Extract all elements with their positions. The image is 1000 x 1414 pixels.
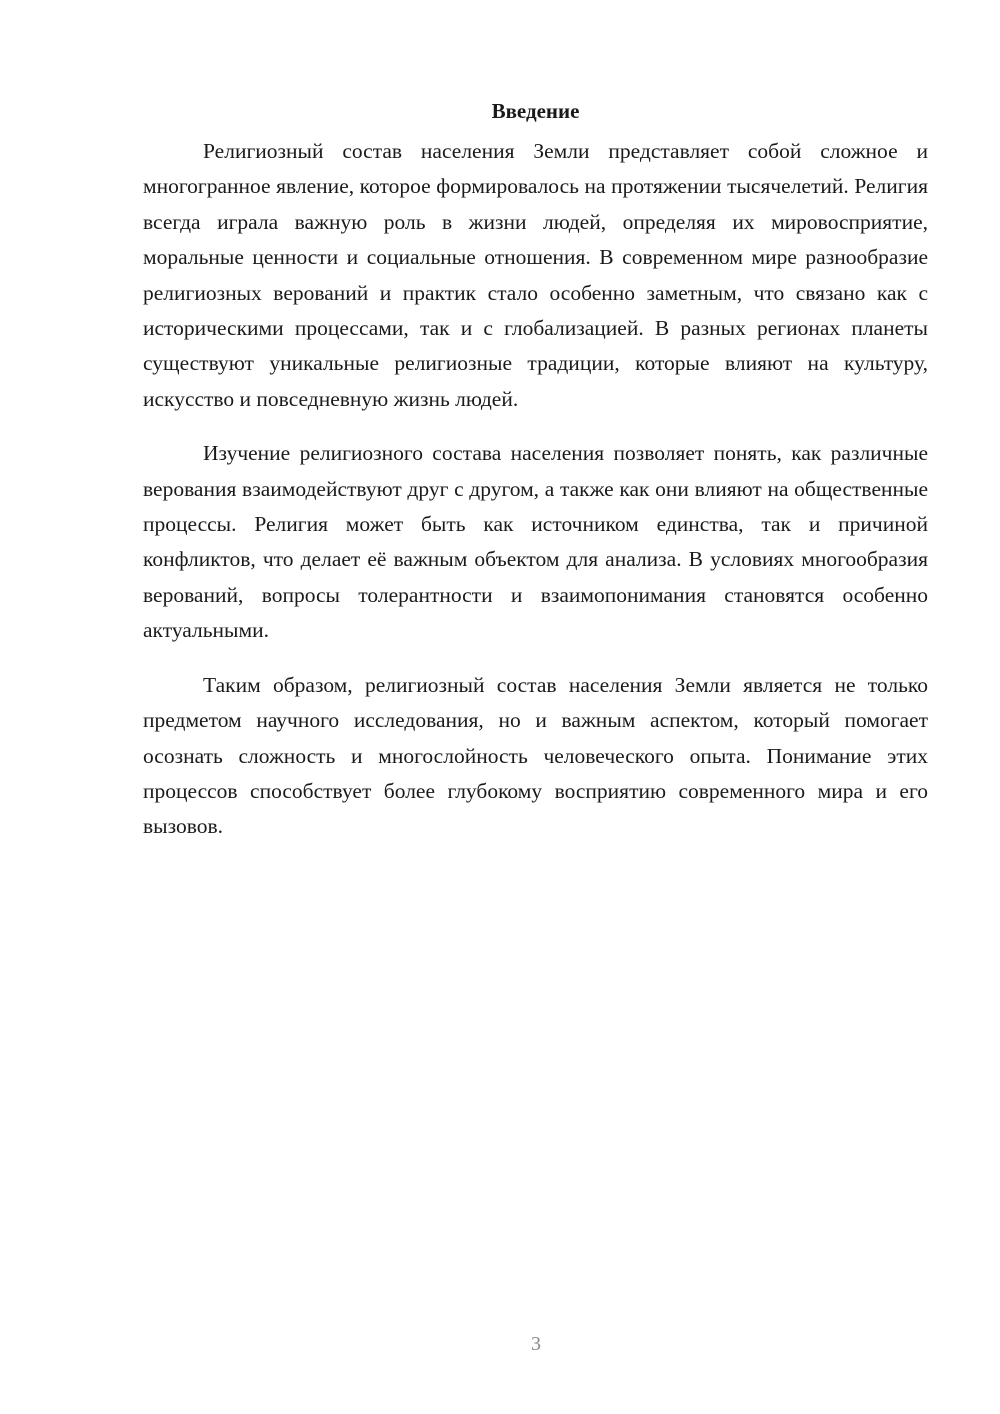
paragraph-3: Таким образом, религиозный состав населения Земли является не только предметом научного исследования, но и важным аспектом, который помогает осознать сложность и многослойность человеческого опыта. Понимание этих процессов способствует более глубокому восприятию современного мира и его вызовов. bbox=[143, 672, 928, 839]
paragraph-2: Изучение религиозного состава населения позволяет понять, как различные верования взаимодействуют друг с другом, а также как они влияют на общественные процессы. Религия может быть как источником единства, так и причиной конфликтов, что делает её важным объектом для анализа. В условиях многообразия верований, вопросы толерантности и взаимопонимания становятся особенно актуальными. bbox=[143, 441, 928, 643]
paragraph-1: Религиозный состав населения Земли представляет собой сложное и многогранное явление, которое формировалось на протяжении тысячелетий. Религия всегда играла важную роль в жизни людей, определяя их мировосприятие, моральные ценности и социальные отношения. В современном мире разнообразие религиозных верований и практик стало особенно заметным, что связано как с историческими процессами, так и с глобализацией. В разных регионах планеты существуют уникальные религиозные традиции, которые влияют на культуру, искусство и повседневную жизнь людей. bbox=[143, 139, 928, 411]
page-number: 3 bbox=[531, 1333, 541, 1355]
page-content bbox=[143, 96, 928, 864]
section-title: Введение bbox=[491, 99, 580, 123]
